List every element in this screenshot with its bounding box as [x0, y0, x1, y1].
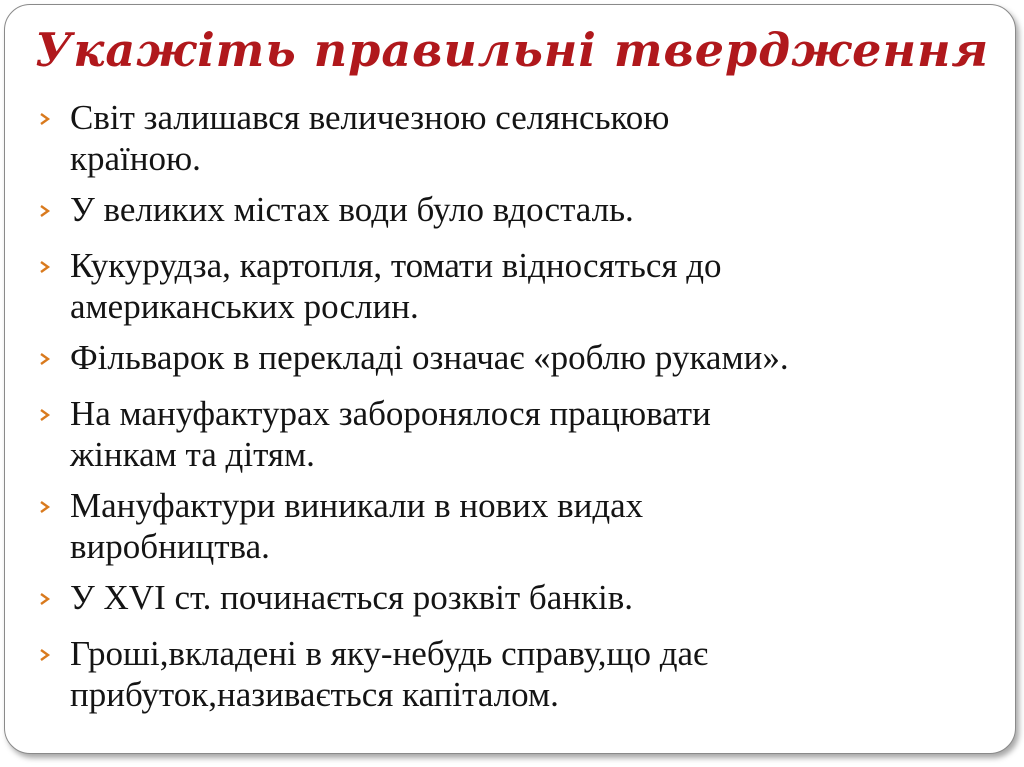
statement-text: Світ залишався величезною селянською країною. — [70, 98, 670, 178]
statement-text: Мануфактури виникали в нових видах виробництва. — [70, 486, 644, 566]
chevron-right-icon — [36, 337, 70, 383]
chevron-right-icon — [36, 485, 70, 531]
statement-item — [36, 577, 996, 623]
statement-item — [36, 189, 996, 235]
chevron-right-icon — [36, 189, 70, 235]
statement-item — [36, 97, 996, 179]
statement-item — [36, 245, 996, 327]
statement-text: Фільварок в перекладі означає «роблю руками». — [70, 338, 789, 377]
statement-item — [36, 337, 996, 383]
chevron-right-icon — [36, 97, 70, 143]
statement-text: У XVI ст. починається розквіт банків. — [70, 578, 633, 617]
statement-item — [36, 633, 996, 715]
chevron-right-icon — [36, 577, 70, 623]
statement-text: На мануфактурах заборонялося працювати жінкам та дітям. — [70, 394, 711, 474]
statement-item — [36, 393, 996, 475]
statement-text: Кукурудза, картопля, томати відносяться до американських рослин. — [70, 246, 722, 326]
statement-list — [36, 97, 996, 725]
chevron-right-icon — [36, 245, 70, 291]
slide-title: Укажіть правильні твердження — [34, 23, 990, 77]
chevron-right-icon — [36, 393, 70, 439]
chevron-right-icon — [36, 633, 70, 679]
statement-text: Гроші,вкладені в яку-небудь справу,що дає прибуток,називається капіталом. — [70, 634, 709, 714]
statement-text: У великих містах води було вдосталь. — [70, 190, 634, 229]
statement-item — [36, 485, 996, 567]
